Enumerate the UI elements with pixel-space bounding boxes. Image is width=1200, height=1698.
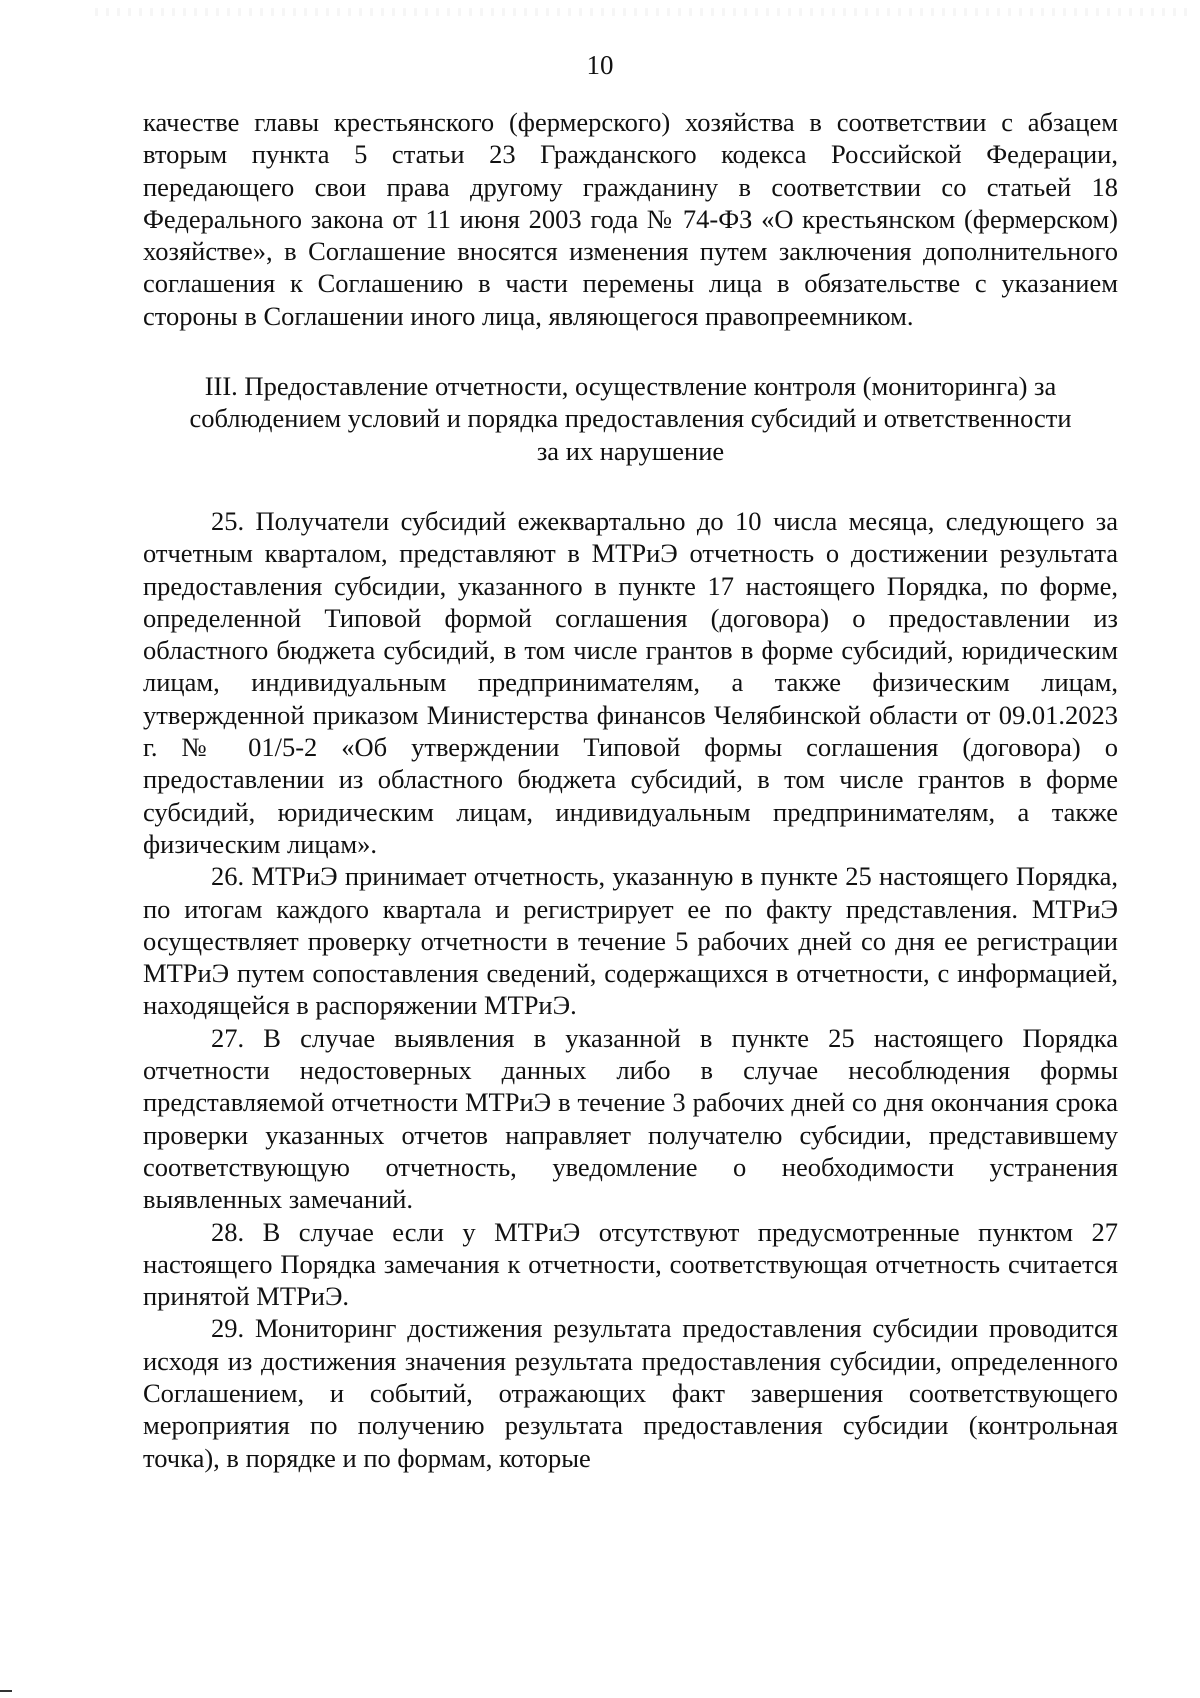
document-body <box>143 106 1118 1474</box>
continuation-paragraph: качестве главы крестьянского (фермерского) хозяйства в соответствии с абзацем вторым пункта 5 статьи 23 Гражданского кодекса Российской Федерации, передающего свои права другому гражданину в соответствии со статьей 18 Федерального закона от 11 июня 2003 года № 74-ФЗ «О крестьянском (фермерском) хозяйстве», в Соглашение вносятся изменения путем заключения дополнительного соглашения к Соглашению в части перемены лица в обязательстве с указанием стороны в Соглашении иного лица, являющегося правопреемником. <box>143 107 1118 331</box>
paragraph-26: 26. МТРиЭ принимает отчетность, указанную в пункте 25 настоящего Порядка, по итогам каждого квартала и регистрирует ее по факту представления. МТРиЭ осуществляет проверку отчетности в течение 5 рабочих дней со дня ее регистрации МТРиЭ путем сопоставления сведений, содержащихся в отчетности, с информацией, находящейся в распоряжении МТРиЭ. <box>143 861 1118 1021</box>
paragraph-28: 28. В случае если у МТРиЭ отсутствуют предусмотренные пунктом 27 настоящего Порядка замечания к отчетности, соответствующая отчетность считается принятой МТРиЭ. <box>143 1216 1118 1312</box>
paragraph-29: 29. Мониторинг достижения результата предоставления субсидии проводится исходя из достижения значения результата предоставления субсидии, определенного Соглашением, и событий, отражающих факт завершения соответствующего мероприятия по получению результата предоставления субсидии (контрольная точка), в порядке и по формам, которые <box>143 1313 1118 1473</box>
paragraph-27: 27. В случае выявления в указанной в пункте 25 настоящего Порядка отчетности недостоверных данных либо в случае несоблюдения формы представляемой отчетности МТРиЭ в течение 3 рабочих дней со дня окончания срока проверки указанных отчетов направляет получателю субсидии, представившему соответствующую отчетность, уведомление о необходимости устранения выявленных замечаний. <box>143 1022 1118 1215</box>
scan-artifact <box>95 8 1195 16</box>
scan-edge-mark <box>0 1690 12 1692</box>
page-number: 10 <box>586 50 614 80</box>
paragraph-25: 25. Получатели субсидий ежеквартально до 10 числа месяца, следующего за отчетным кварталом, представляют в МТРиЭ отчетность о достижении результата предоставления субсидии, указанного в пункте 17 настоящего Порядка, по форме, определенной Типовой формой соглашения (договора) о предоставлении из областного бюджета субсидий, в том числе грантов в форме субсидий, юридическим лицам, индивидуальным предпринимателям, а также физическим лицам, утвержденной приказом Министерства финансов Челябинской области от 09.01.2023 г. № 01/5-2 «Об утверждении Типовой формы соглашения (договора) о предоставлении из областного бюджета субсидий, в том числе грантов в форме субсидий, юридическим лицам, индивидуальным предпринимателям, а также физическим лицам». <box>143 505 1118 859</box>
section-heading: III. Предоставление отчетности, осуществление контроля (мониторинга) за соблюдением условий и порядка предоставления субсидий и ответственности за их нарушение <box>189 371 1072 466</box>
